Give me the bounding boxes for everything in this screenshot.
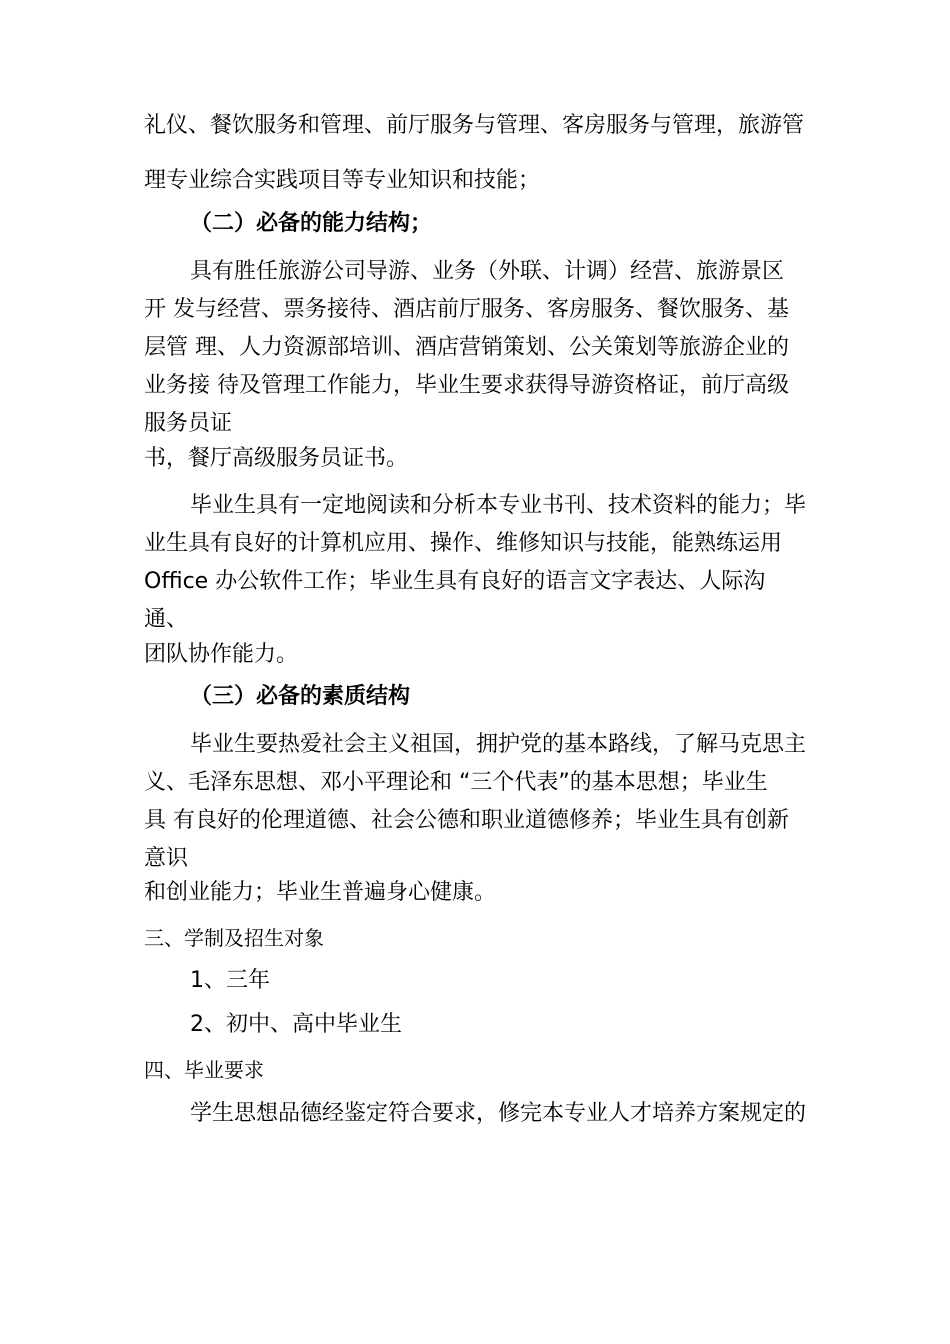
body-text-line: 毕业生具有一定地阅读和分析本专业书刊、技术资料的能力；毕	[190, 493, 807, 518]
body-text-line: 层管 理、人力资源部培训、酒店营销策划、公关策划等旅游企业的	[144, 335, 789, 360]
section-heading: （二）必备的能力结构；	[190, 211, 433, 236]
body-text-line: 和创业能力；毕业生普遍身心健康。	[144, 880, 497, 905]
body-text-line: 业生具有良好的计算机应用、操作、维修知识与技能，能熟练运用	[144, 531, 783, 556]
body-text-line: 礼仪、餐饮服务和管理、前厅服务与管理、客房服务与管理，旅游管	[144, 113, 805, 138]
chapter-heading: 三、学制及招生对象	[144, 926, 324, 950]
body-text-line: 书，餐厅高级服务员证书。	[144, 446, 409, 471]
body-text-line: 学生思想品德经鉴定符合要求，修完本专业人才培养方案规定的	[190, 1101, 807, 1126]
body-text-line: 义、毛泽东思想、邓小平理论和 “三个代表”的基本思想；毕业生	[144, 770, 768, 795]
list-item: 1、三年	[190, 968, 270, 993]
body-text-line: 团队协作能力。	[144, 642, 299, 667]
section-heading: （三）必备的素质结构	[190, 684, 411, 709]
body-text-line: 具有胜任旅游公司导游、业务（外联、计调）经营、旅游景区	[190, 259, 785, 284]
body-text-line: 服务员证	[144, 411, 233, 436]
body-text-line: Office 办公软件工作；毕业生具有良好的语言文字表达、人际沟	[144, 569, 766, 594]
body-text-line: 业务接 待及管理工作能力，毕业生要求获得导游资格证，前厅高级	[144, 373, 789, 398]
body-text-line: 理专业综合实践项目等专业知识和技能；	[144, 168, 541, 193]
body-text-line: 具 有良好的伦理道德、社会公德和职业道德修养；毕业生具有创新	[144, 808, 789, 833]
body-text-line: 开 发与经营、票务接待、酒店前厅服务、客房服务、餐饮服务、基	[144, 297, 789, 322]
body-text-line: 毕业生要热爱社会主义祖国，拥护党的基本路线，了解马克思主	[190, 732, 807, 757]
list-item: 2、初中、高中毕业生	[190, 1012, 402, 1037]
chapter-heading: 四、毕业要求	[144, 1058, 264, 1082]
body-text-line: 意识	[144, 846, 189, 871]
body-text-line: 通、	[144, 607, 189, 632]
